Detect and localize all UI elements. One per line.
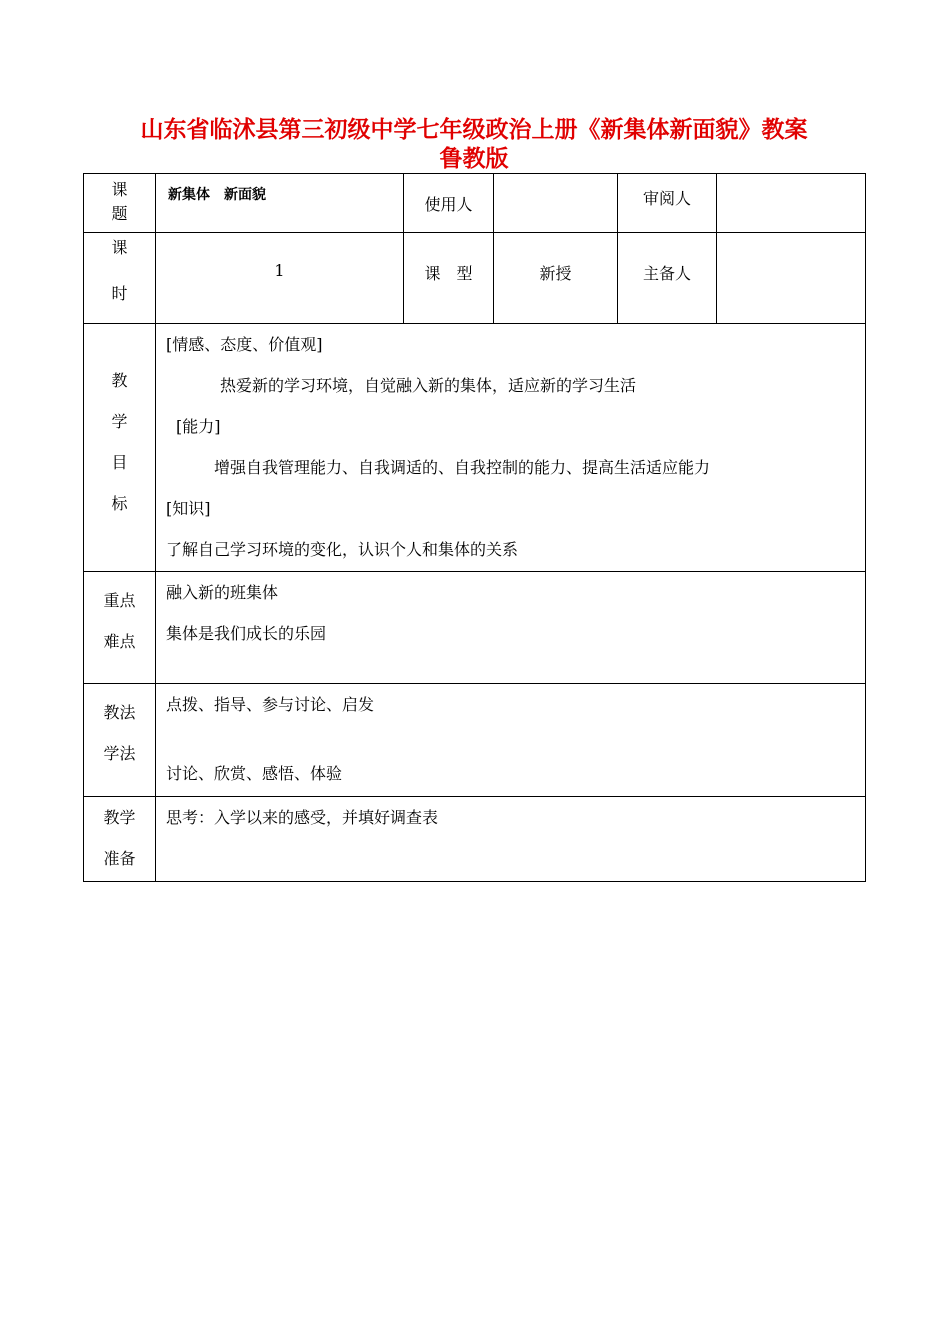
preparation-content-cell (156, 797, 866, 882)
methods-label-2: 学法 (103, 744, 136, 763)
ability-text: 增强自我管理能力、自我调适的、自我控制的能力、提高生活适应能力 (214, 458, 711, 477)
key-points-label-1: 重点 (103, 591, 136, 610)
preparation-label-2: 准备 (103, 849, 136, 868)
row-key-points (84, 572, 866, 684)
objectives-label-char-3: 目 (111, 453, 128, 472)
reviewer-value-cell (717, 174, 866, 233)
type-value: 新授 (539, 264, 572, 283)
document-title (83, 116, 865, 174)
preparer-label-cell (618, 233, 717, 324)
objectives-content-cell (156, 324, 866, 572)
knowledge-heading: [知识] (166, 499, 211, 518)
row-preparation (84, 797, 866, 882)
row-methods (84, 684, 866, 797)
row-objectives (84, 324, 866, 572)
objectives-label-char-1: 教 (111, 371, 128, 390)
title-line-2: 鲁教版 (439, 146, 509, 172)
objectives-label-char-2: 学 (111, 412, 128, 431)
topic-label-char-2: 题 (111, 204, 128, 223)
title-line-1: 山东省临沭县第三初级中学七年级政治上册《新集体新面貌》教案 (140, 117, 808, 143)
preparation-label-cell (84, 797, 156, 882)
user-label: 使用人 (424, 194, 473, 214)
key-points-content-cell (156, 572, 866, 684)
type-label: 课 型 (424, 264, 473, 283)
topic-label-cell (84, 174, 156, 233)
type-value-cell (494, 233, 618, 324)
emotion-text: 热爱新的学习环境，自觉融入新的集体，适应新的学习生活 (220, 376, 637, 395)
methods-label-cell (84, 684, 156, 797)
emotion-heading: [情感、态度、价值观] (166, 335, 323, 354)
preparation-label-1: 教学 (103, 808, 136, 827)
ability-heading: [能力] (176, 417, 221, 436)
type-label-cell (404, 233, 494, 324)
row-topic (84, 174, 866, 233)
key-points-label-2: 难点 (103, 632, 136, 651)
topic-label-char-1: 课 (111, 180, 128, 199)
topic-value-part-2: 新面貌 (224, 187, 266, 203)
difficult-point-text: 集体是我们成长的乐园 (166, 624, 327, 643)
objectives-label-cell (84, 324, 156, 572)
user-value-cell (494, 174, 618, 233)
methods-label-1: 教法 (103, 703, 136, 722)
methods-spacer (166, 725, 865, 753)
preparation-text: 思考：入学以来的感受，并填好调查表 (166, 808, 439, 827)
user-label-cell (404, 174, 494, 233)
knowledge-text: 了解自己学习环境的变化，认识个人和集体的关系 (166, 540, 519, 559)
period-label-char-1: 课 (111, 238, 128, 257)
learning-methods-text: 讨论、欣赏、感悟、体验 (166, 764, 343, 783)
period-value-cell (156, 233, 404, 324)
period-label-char-2: 时 (111, 284, 128, 303)
preparer-value-cell (717, 233, 866, 324)
reviewer-label: 审阅人 (642, 189, 691, 208)
lesson-plan-table (83, 173, 866, 882)
key-point-text: 融入新的班集体 (166, 583, 279, 602)
row-period (84, 233, 866, 324)
teaching-methods-text: 点拨、指导、参与讨论、启发 (166, 695, 375, 714)
methods-content-cell (156, 684, 866, 797)
topic-value-cell (156, 174, 404, 233)
key-points-label-cell (84, 572, 156, 684)
topic-value-part-1: 新集体 (168, 187, 210, 203)
preparer-label: 主备人 (642, 264, 691, 283)
objectives-label-char-4: 标 (111, 494, 128, 513)
period-label-cell (84, 233, 156, 324)
period-value: 1 (274, 261, 285, 280)
reviewer-label-cell (618, 174, 717, 233)
